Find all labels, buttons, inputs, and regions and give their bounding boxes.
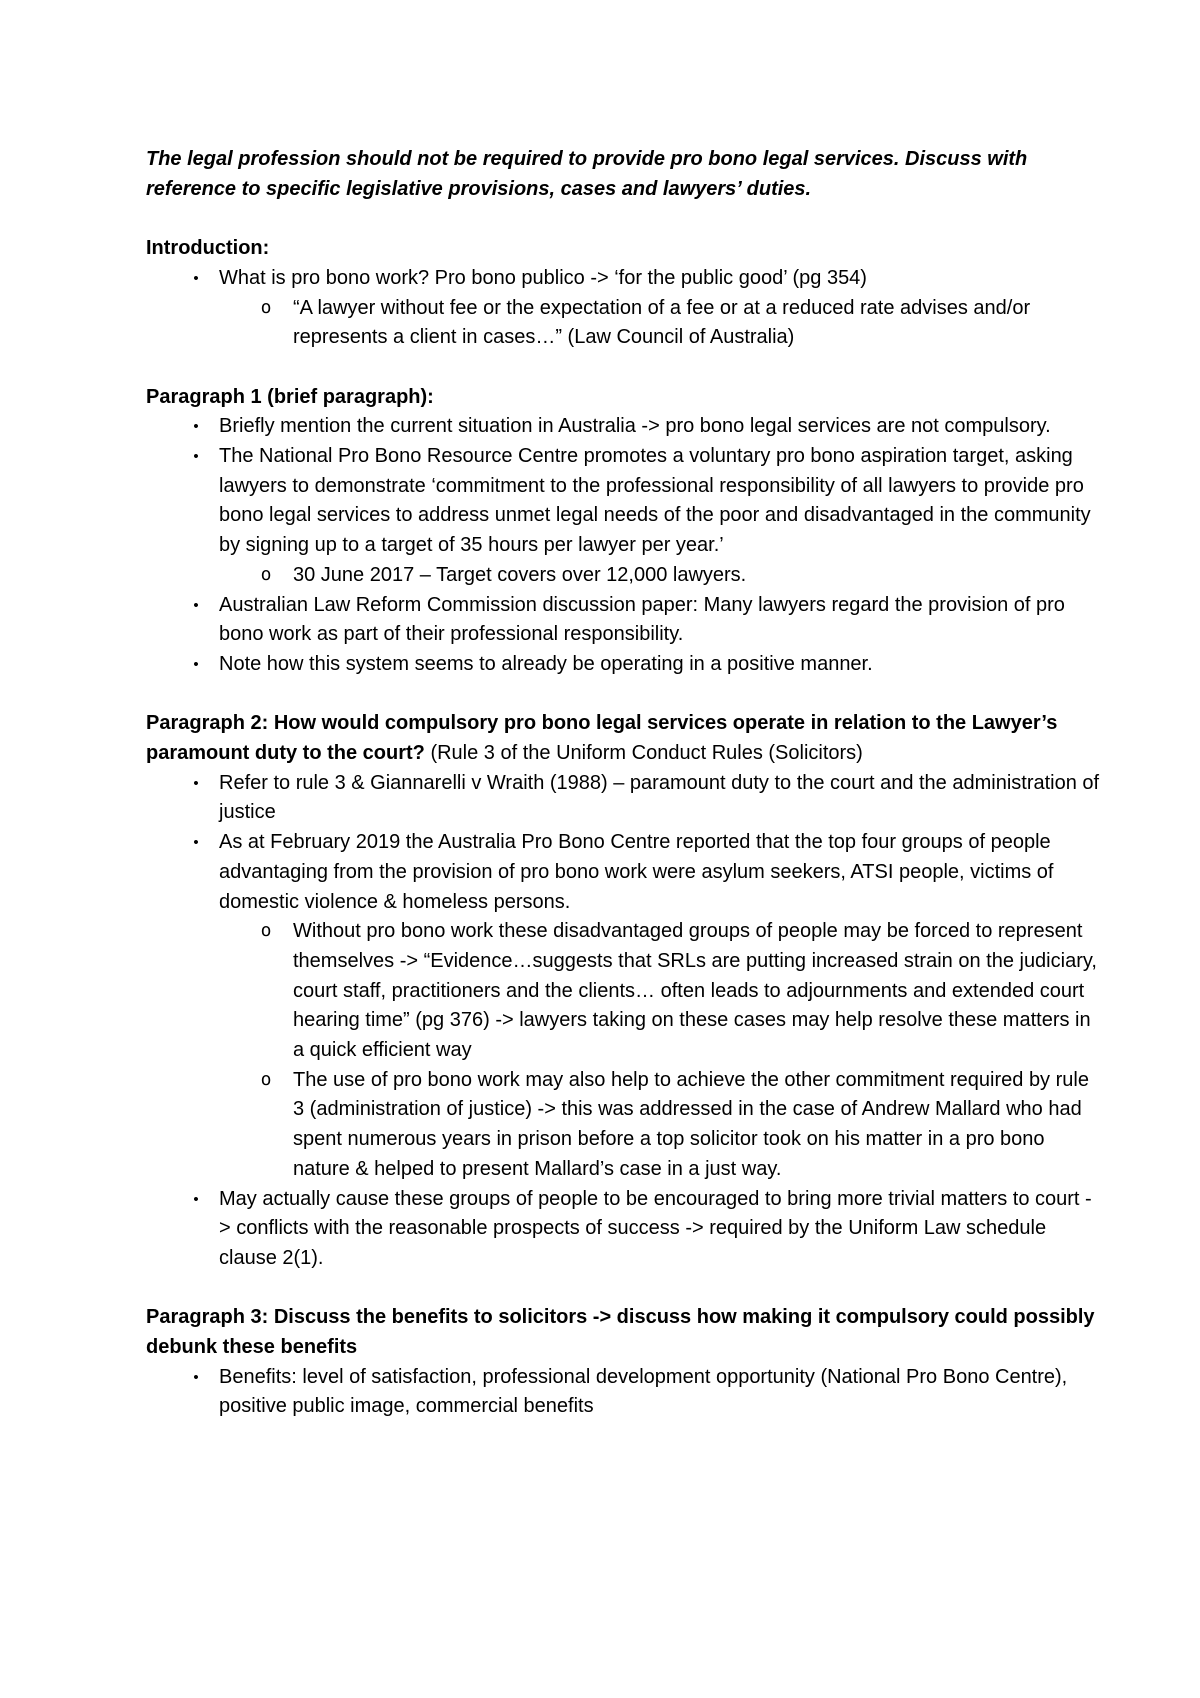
list-item-text: Briefly mention the current situation in Australia -> pro bono legal services are not compulsory. xyxy=(219,415,1051,438)
list-item-text: Benefits: level of satisfaction, professional development opportunity (National Pro Bono Centre), positive public image, commercial benefits xyxy=(219,1365,1068,1418)
spacer xyxy=(146,204,1100,234)
paragraph-3-list xyxy=(146,1363,1100,1422)
list-item xyxy=(146,412,1100,442)
sub-list-item xyxy=(146,294,1100,353)
list-item-text: Australian Law Reform Commission discussion paper: Many lawyers regard the provision of pro bono work as part of their professional responsibility. xyxy=(219,593,1065,646)
sub-bullet-icon: o xyxy=(260,1068,272,1090)
list-item-text: Refer to rule 3 & Giannarelli v Wraith (1988) – paramount duty to the court and the administration of justice xyxy=(219,771,1100,824)
list-item-text: As at February 2019 the Australia Pro Bono Centre reported that the top four groups of people advantaging from the provision of pro bono work were asylum seekers, ATSI people, victims of domestic violence & homeless persons. xyxy=(219,831,1054,913)
paragraph-2-list xyxy=(146,769,1100,1274)
list-item-text: What is pro bono work? Pro bono publico -> ‘for the public good’ (pg 354) xyxy=(219,266,867,289)
list-item xyxy=(146,591,1100,650)
essay-question-title: The legal profession should not be required to provide pro bono legal services. Discuss with reference to specific legislative provisions, cases and lawyers’ duties. xyxy=(146,148,1028,200)
paragraph-1-list xyxy=(146,412,1100,679)
list-item xyxy=(146,650,1100,680)
list-item xyxy=(146,1185,1100,1274)
spacer xyxy=(146,1274,1100,1304)
paragraph-3-heading-text: Paragraph 3: Discuss the benefits to solicitors -> discuss how making it compulsory could possibly debunk these benefits xyxy=(146,1306,1095,1359)
bullet-icon: • xyxy=(193,1368,199,1386)
paragraph-3-heading xyxy=(146,1303,1100,1362)
spacer xyxy=(146,353,1100,383)
introduction-heading xyxy=(146,234,1100,264)
sub-bullet-icon: o xyxy=(260,920,272,942)
bullet-icon: • xyxy=(193,834,199,852)
bullet-icon: • xyxy=(193,1190,199,1208)
bullet-icon: • xyxy=(193,418,199,436)
bullet-icon: • xyxy=(193,596,199,614)
list-item-text: The National Pro Bono Resource Centre promotes a voluntary pro bono aspiration target, asking lawyers to demonstrate ‘commitment to the professional responsibility of all lawyers to provide pro bono legal services to address unmet legal needs of the poor and disadvantaged in the community by signing up to a target of 35 hours per lawyer per year.’ xyxy=(219,445,1091,557)
sub-bullet-icon: o xyxy=(260,296,272,318)
bullet-icon: • xyxy=(193,774,199,792)
paragraph-2-heading-bold: Paragraph 2: How would compulsory pro bono legal services operate in relation to the Lawyer’s paramount duty to the court? xyxy=(146,712,1058,765)
sub-list-item xyxy=(146,561,1100,591)
list-item-text: May actually cause these groups of people to be encouraged to bring more trivial matters to court -> conflicts with the reasonable prospects of success -> required by the Uniform Law schedule clause 2(1). xyxy=(219,1187,1092,1269)
spacer xyxy=(146,680,1100,710)
sub-list-item xyxy=(146,1066,1100,1185)
sub-list-item xyxy=(146,917,1100,1066)
list-item xyxy=(146,1363,1100,1422)
list-item xyxy=(146,442,1100,561)
sub-list-item-text: The use of pro bono work may also help to achieve the other commitment required by rule 3 (administration of justice) -> this was addressed in the case of Andrew Mallard who had spent numerous years in prison before a top solicitor took on his matter in a pro bono nature & helped to present Mallard’s case in a just way. xyxy=(293,1068,1089,1180)
bullet-icon: • xyxy=(193,655,199,673)
sub-list-item-text: “A lawyer without fee or the expectation of a fee or at a reduced rate advises and/or represents a client in cases…” (Law Council of Australia) xyxy=(293,296,1031,349)
sub-list-item-text: Without pro bono work these disadvantaged groups of people may be forced to represent themselves -> “Evidence…suggests that SRLs are putting increased strain on the judiciary, court staff, practitioners and the clients… often leads to adjournments and extended court hearing time” (pg 376) -> lawyers taking on these cases may help resolve these matters in a quick efficient way xyxy=(293,920,1097,1062)
paragraph-1-heading xyxy=(146,383,1100,413)
paragraph-2-heading-rule-ref: (Rule 3 of the Uniform Conduct Rules (Solicitors) xyxy=(424,742,863,765)
list-item-text: Note how this system seems to already be operating in a positive manner. xyxy=(219,652,873,675)
introduction-heading-text: Introduction: xyxy=(146,237,270,260)
list-item xyxy=(146,769,1100,828)
bullet-icon: • xyxy=(193,448,199,465)
list-item xyxy=(146,828,1100,917)
introduction-list xyxy=(146,264,1100,353)
paragraph-1-heading-text: Paragraph 1 (brief paragraph): xyxy=(146,385,434,408)
list-item xyxy=(146,264,1100,294)
sub-list-item-text: 30 June 2017 – Target covers over 12,000 lawyers. xyxy=(293,563,747,586)
paragraph-2-heading xyxy=(146,709,1100,768)
bullet-icon: • xyxy=(193,269,199,287)
sub-bullet-icon: o xyxy=(260,563,272,585)
